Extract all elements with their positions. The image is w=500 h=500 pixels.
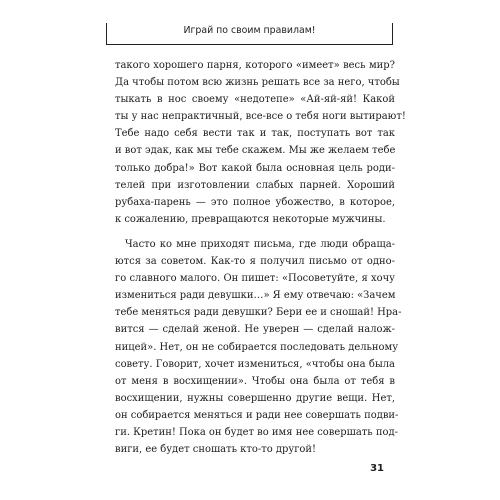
- text-line: го славного малого. Он пишет: «Посоветуйте, я хочу: [115, 273, 395, 285]
- running-header: [106, 23, 393, 45]
- text-line: от меня в восхищении». Чтобы она была от тебя в: [115, 375, 395, 387]
- text-line: ницей». Нет, он не собирается последовать дельному: [115, 341, 399, 353]
- text-line: вится — сделай женой. Не уверен — сделай налож-: [115, 324, 395, 336]
- text-line: совету. Говорит, хочет измениться, «чтобы она была: [115, 358, 395, 370]
- text-line: только добра!» Вот какой была основная цель роди-: [115, 162, 395, 174]
- paragraph-1: [115, 57, 406, 228]
- page-number: 31: [370, 463, 384, 474]
- text-line: тыкать в нос своему «недотепе» «Ай-яй-яй! Какой: [115, 94, 395, 106]
- text-line: Да чтобы потом всю жизнь решать все за него, чтобы: [115, 77, 400, 89]
- text-line: рубаха-парень — это полное убожество, в которое,: [115, 196, 395, 208]
- text-line: виги, ее будет сношать кто-то другой!: [115, 444, 316, 456]
- text-line: ги. Кретин! Пока он будет во имя нее совершать под-: [115, 426, 398, 438]
- text-line: ются за советом. Как-то я получил письмо от одно-: [115, 256, 395, 268]
- paragraph-gap: [115, 228, 395, 236]
- text-line: телей при изготовлении слабых парней. Хороший: [115, 179, 395, 191]
- paragraph-2: [115, 236, 402, 458]
- text-line: Часто ко мне приходят письма, где люди обраща-: [125, 238, 395, 250]
- text-line: и вот эдак, как мы тебе скажем. Мы же желаем тебе: [115, 145, 396, 157]
- text-line: такого хорошего парня, которого «имеет» весь мир?: [115, 60, 395, 71]
- running-header-title: Играй по своим правилам!: [183, 25, 316, 36]
- text-line: восхищении, нужны совершенно другие вещи. Нет,: [115, 392, 395, 404]
- text-line: ты у нас непрактичный, все-все о тебя ноги вытирают!: [115, 111, 406, 123]
- body-text: [115, 57, 406, 458]
- text-line: тебе меняться ради девушки? Бери ее и сношай! Нра-: [115, 307, 402, 319]
- text-line: он собирается меняться и ради нее совершать подви-: [115, 409, 399, 421]
- text-line: измениться ради девушки…» Я ему отвечаю: «Зачем: [115, 290, 396, 302]
- text-line: к сожалению, превращаются некоторые мужчины.: [115, 213, 386, 225]
- text-line: Тебе надо себя вести так и так, поступать вот так: [115, 128, 395, 140]
